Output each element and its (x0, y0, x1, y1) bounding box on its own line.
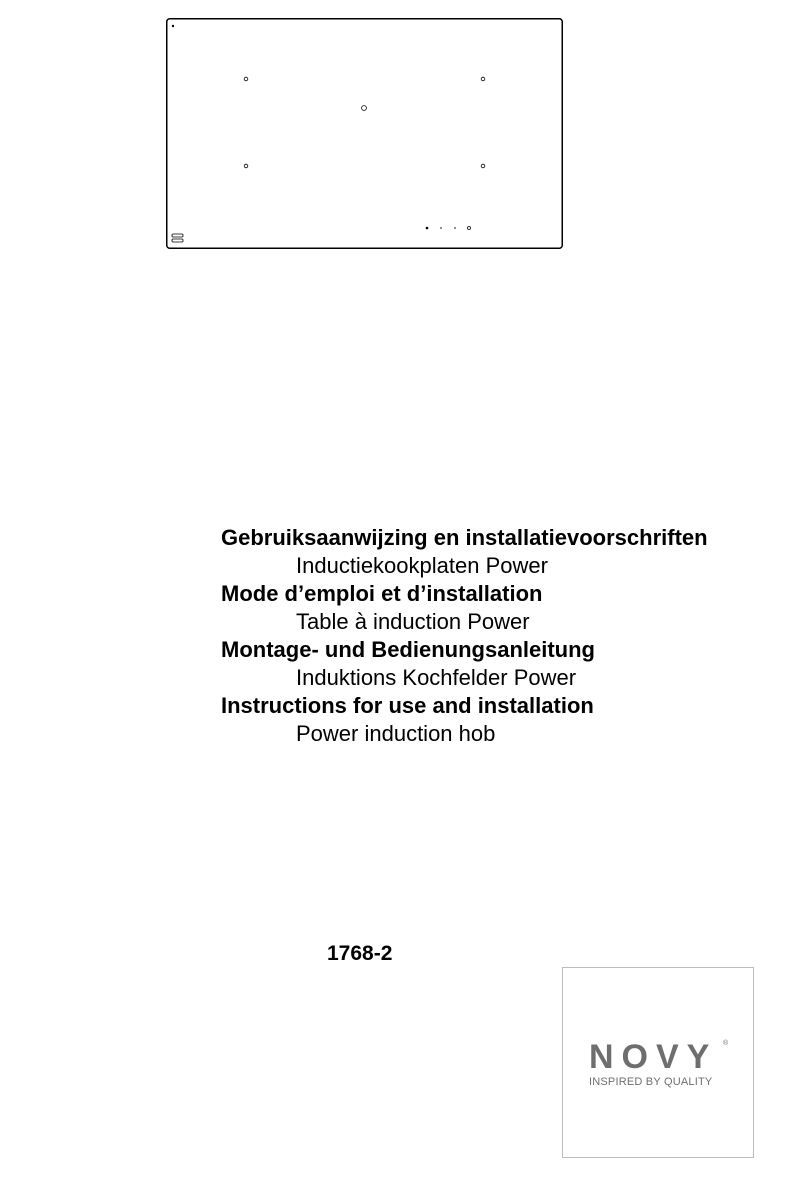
zone-center-mark (362, 106, 367, 111)
corner-mark (172, 25, 174, 27)
zone-center-mark (481, 77, 485, 81)
title-french: Mode d’emploi et d’installation (221, 581, 543, 606)
logo-tagline: INSPIRED BY QUALITY (589, 1076, 713, 1088)
control-panel-marks (426, 227, 471, 230)
zone-center-mark (244, 77, 248, 81)
subtitle-english: Power induction hob (296, 721, 496, 746)
subtitle-french: Table à induction Power (296, 609, 530, 634)
title-dutch: Gebruiksaanwijzing en installatievoorschriften (221, 525, 708, 550)
zone-center-mark (481, 164, 485, 168)
title-english: Instructions for use and installation (221, 693, 594, 718)
induction-hob-drawing (166, 18, 563, 249)
model-number: 1768-2 (327, 942, 393, 965)
hob-outline (167, 19, 563, 249)
power-control-icon (172, 234, 183, 242)
registered-mark: ® (723, 1040, 729, 1047)
document-titles (221, 524, 801, 748)
zone-center-mark (244, 164, 248, 168)
title-german: Montage- und Bedienungsanleitung (221, 637, 595, 662)
logo-brand: NOVY (589, 1038, 718, 1076)
subtitle-dutch: Inductiekookplaten Power (296, 553, 548, 578)
subtitle-german: Induktions Kochfelder Power (296, 665, 577, 690)
novy-logo (562, 967, 754, 1158)
